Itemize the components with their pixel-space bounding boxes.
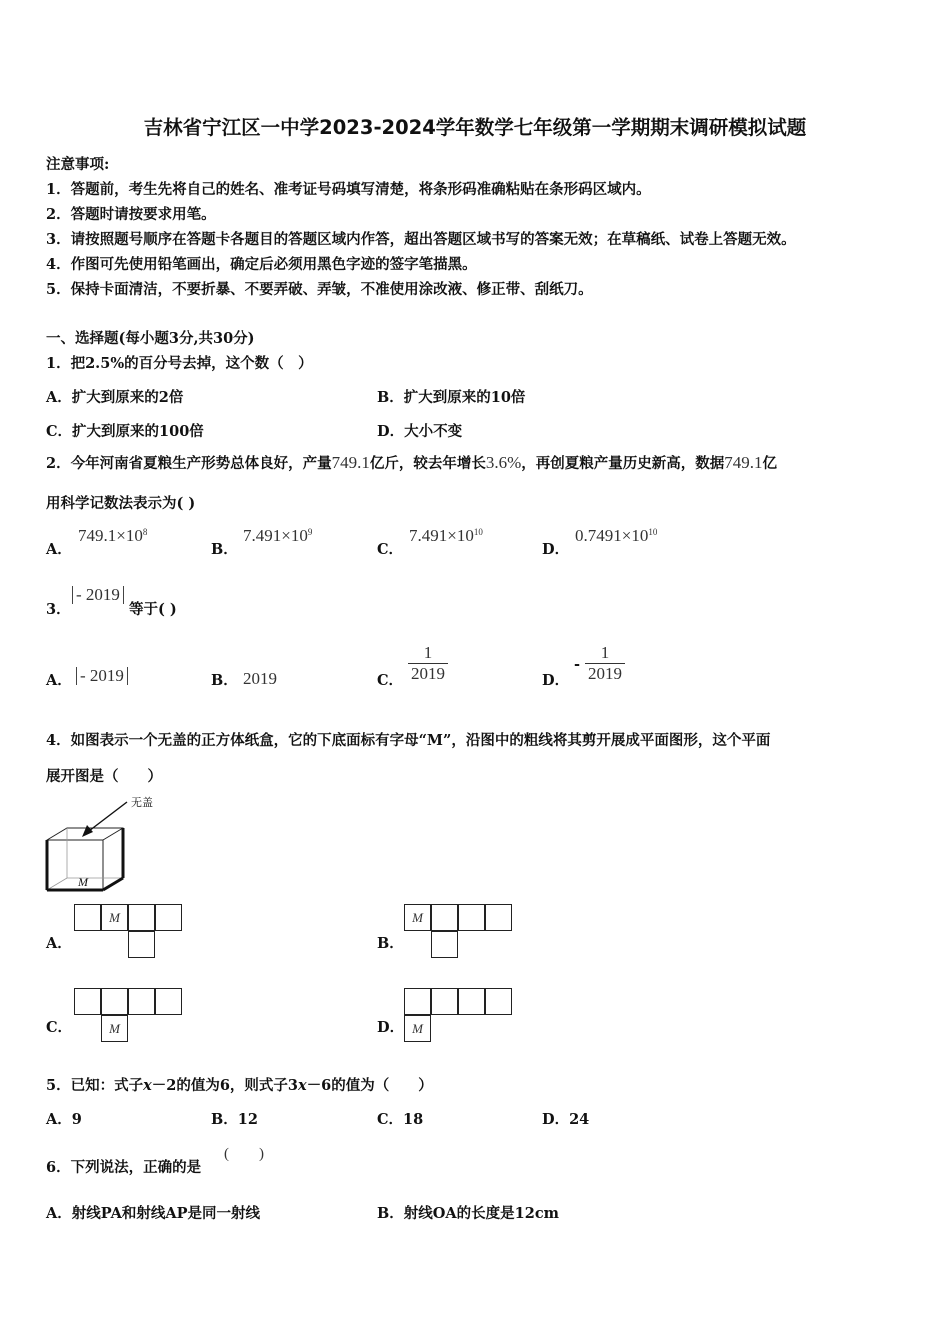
q1-option-a[interactable]: A．扩大到原来的2倍 (46, 389, 184, 406)
q3-option-a[interactable]: - 2019 (76, 666, 128, 686)
notice-item: 5．保持卡面清洁，不要折暴、不要弄破、弄皱，不准使用涂改液、修正带、刮纸刀。 (46, 281, 593, 298)
q3-option-b[interactable]: 2019 (243, 669, 277, 688)
q3-option-d-sign: - (574, 656, 581, 673)
q6-stem: 6．下列说法，正确的是 (46, 1159, 202, 1176)
q2-stem-line1: 2．今年河南省夏粮生产形势总体良好，产量749.1亿斤，较去年增长3.6%，再创夏粮产量历史新高，数据749.1亿 (46, 453, 778, 472)
q2-option-d-label[interactable]: D． (542, 541, 570, 558)
q3-option-c-label[interactable]: C． (377, 672, 404, 689)
q5-option-a[interactable]: A．9 (46, 1111, 82, 1128)
q5-option-b[interactable]: B．12 (211, 1111, 258, 1128)
q2-stem-line2: 用科学记数法表示为( ) (46, 495, 196, 512)
notice-item: 3．请按照题号顺序在答题卡各题目的答题区域内作答，超出答题区域书写的答案无效；在草稿纸、试卷上答题无效。 (46, 231, 796, 248)
q5-stem: 5．已知：式子x－2的值为6，则式子3x－6的值为（ ） (46, 1077, 433, 1094)
q3-expression: - 2019 (72, 585, 124, 605)
q4-stem-line1: 4．如图表示一个无盖的正方体纸盒，它的下底面标有字母“M”，沿图中的粗线将其剪开展成平面图形，这个平面 (46, 732, 771, 749)
q2-option-a[interactable]: $749.1\times 10^8$ (78, 526, 148, 545)
cube-letter-m: M (78, 875, 88, 889)
notice-item: 2．答题时请按要求用笔。 (46, 206, 216, 223)
q6-paren: ( ) (224, 1146, 264, 1162)
q5-option-c[interactable]: C．18 (377, 1111, 424, 1128)
q2-option-b-label[interactable]: B． (211, 541, 238, 558)
notice-item: 4．作图可先使用铅笔画出，确定后必须用黑色字迹的签字笔描黑。 (46, 256, 477, 273)
q4-option-a-label[interactable]: A． (46, 935, 72, 952)
q2-option-c-label[interactable]: C． (377, 541, 404, 558)
q3-option-b-label[interactable]: B． (211, 672, 238, 689)
q2-option-b[interactable]: $7.491\times 10^9$ (243, 526, 313, 545)
q3-number: 3． (46, 601, 71, 618)
q3-option-a-label[interactable]: A． (46, 672, 72, 689)
q4-option-b-label[interactable]: B． (377, 935, 404, 952)
q1-stem: 1．把2.5%的百分号去掉，这个数（ ） (46, 355, 313, 372)
q3-option-c[interactable]: $\frac{1}{2019}$ (408, 643, 448, 684)
q6-option-a[interactable]: A．射线PA和射线AP是同一射线 (46, 1205, 261, 1222)
notice-item: 1．答题前，考生先将自己的姓名、准考证号码填写清楚，将条形码准确粘贴在条形码区域内。 (46, 181, 651, 198)
q1-option-c[interactable]: C．扩大到原来的100倍 (46, 423, 204, 440)
section-heading: 一、选择题(每小题3分,共30分) (46, 330, 255, 347)
q4-option-d-label[interactable]: D． (377, 1019, 405, 1036)
q3-option-d-label[interactable]: D． (542, 672, 570, 689)
q3-stem-tail: 等于( ) (129, 601, 177, 618)
q2-option-c[interactable]: $7.491\times 10^{10}$ (409, 526, 483, 545)
q6-option-b[interactable]: B．射线OA的长度是12cm (377, 1205, 559, 1222)
q1-option-d[interactable]: D．大小不变 (377, 423, 463, 440)
q3-option-d[interactable]: $\frac{1}{2019}$ (585, 643, 625, 684)
q5-option-d[interactable]: D．24 (542, 1111, 590, 1128)
q1-option-b[interactable]: B．扩大到原来的10倍 (377, 389, 526, 406)
q2-option-a-label[interactable]: A． (46, 541, 72, 558)
q4-option-c-label[interactable]: C． (46, 1019, 73, 1036)
figure-label-no-lid: 无盖 (131, 796, 153, 809)
q2-option-d[interactable]: $0.7491\times 10^{10}$ (575, 526, 658, 545)
q4-stem-line2: 展开图是（ ） (46, 768, 162, 785)
page-title: 吉林省宁江区一中学2023-2024学年数学七年级第一学期期末调研模拟试题 (143, 116, 807, 139)
notice-heading: 注意事项: (46, 156, 110, 173)
